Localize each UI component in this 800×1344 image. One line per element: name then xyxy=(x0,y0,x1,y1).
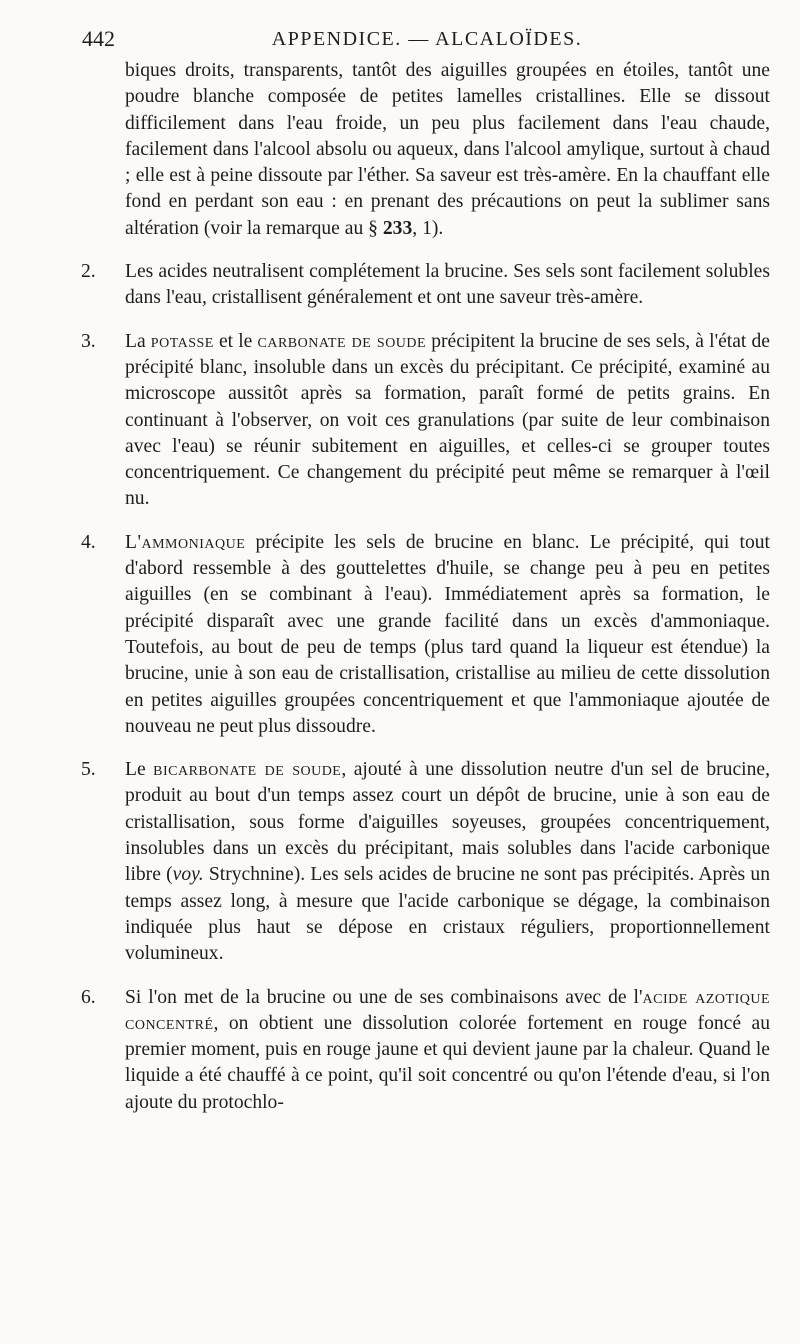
text: La xyxy=(125,330,151,352)
paragraph-number: 2. xyxy=(81,261,96,283)
text: Si l'on met de la brucine ou une de ses combinaisons avec de l' xyxy=(125,986,643,1008)
text: précipitent la brucine de ses sels, à l'état de précipité blanc, insoluble dans un excès du précipitant. Ce précipité, examiné au microscope aussitôt après sa formation, paraît formé de petits grains. En continuant à l'observer, on voit ces granulations (par suite de leur combinaison avec l'eau) se réunir subitement en aiguilles, et celles-ci se grouper toutes concentriquement. Ce changement du précipité peut même se remarquer à l'œil nu. xyxy=(125,330,770,510)
text: biques droits, transparents, tantôt des aiguilles groupées en étoiles, tantôt une poudre blanche composée de petites lamelles cristallines. Elle se dissout difficilement dans l'eau froide, un peu plus facilement dans l'eau chaude, facilement dans l'alcool absolu ou aqueux, dans l'alcool amylique, surtout à chaud ; elle est à peine dissoute par l'éther. Sa saveur est très-amère. En la chauffant elle fond en perdant son eau : en prenant des précautions on peut la sublimer sans altération (voir la remarque au § xyxy=(125,60,770,239)
page-number: 442 xyxy=(82,26,115,51)
running-title: APPENDICE. — ALCALOÏDES. xyxy=(271,28,583,50)
italic-reference: voy. xyxy=(172,864,204,886)
text: , ajouté à une dissolution neutre d'un sel de brucine, produit au bout d'un temps assez court un dépôt de brucine, unie à son eau de cristallisation, sous forme d'aiguilles soyeuses, groupées concentriquement, insolubles dans un excès du précipitant, mais solubles dans l'acide carbonique libre ( xyxy=(125,759,770,886)
reagent-name: L'ammoniaque xyxy=(125,531,246,553)
text: Strychnine). Les sels acides de brucine ne sont pas précipités. Après un temps assez long, à mesure que l'acide carbonique se dégage, la combinaison indiquée plus haut se dépose en cristaux réguliers, proportionnellement volumineux. xyxy=(125,864,770,965)
reagent-name: potasse xyxy=(150,330,214,352)
paragraph-5 xyxy=(81,757,770,967)
paragraph-4 xyxy=(81,530,770,740)
paragraph-3 xyxy=(81,329,770,513)
paragraph-number: 4. xyxy=(81,531,96,553)
paragraph-number: 3. xyxy=(81,330,96,352)
text: , on obtient une dissolution colorée fortement en rouge foncé au premier moment, puis en rouge jaune et qui devient jaune par la chaleur. Quand le liquide a été chauffé à ce point, qu'il soit concentré ou qu'on l'étende d'eau, si l'on ajoute du protochlo- xyxy=(125,1012,770,1113)
paragraph-continued xyxy=(125,58,770,242)
reagent-name: acide azotique concentré xyxy=(125,986,770,1034)
paragraph-2 xyxy=(81,259,770,312)
reagent-name: bicarbonate de soude xyxy=(153,759,342,781)
text: précipite les sels de brucine en blanc. Le précipité, qui tout d'abord ressemble à des gouttelettes d'huile, se change peu à peu en petites aiguilles (en se combinant à l'eau). Immédiatement après sa formation, le précipité disparaît avec une grande facilité dans un excès d'ammoniaque. Toutefois, au bout de peu de temps (plus tard quand la liqueur est étendue) la brucine, unie à son eau de cristallisation, cristallise au milieu de cette dissolution en petites aiguilles groupées concentriquement et que l'ammoniaque ajoutée de nouveau ne peut plus dissoudre. xyxy=(125,531,770,737)
page-body xyxy=(0,58,800,1116)
section-reference: 233 xyxy=(382,217,413,239)
text: Le xyxy=(125,759,154,781)
running-header xyxy=(82,26,772,56)
paragraph-number: 6. xyxy=(81,986,96,1008)
text: et le xyxy=(213,330,258,352)
text: , 1). xyxy=(412,217,444,239)
text: Les acides neutralisent complétement la brucine. Ses sels sont facilement solubles dans l'eau, cristallisent généralement et ont une saveur très-amère. xyxy=(125,261,770,309)
reagent-name: carbonate de soude xyxy=(257,330,427,352)
paragraph-number: 5. xyxy=(81,759,96,781)
paragraph-6 xyxy=(81,985,770,1116)
